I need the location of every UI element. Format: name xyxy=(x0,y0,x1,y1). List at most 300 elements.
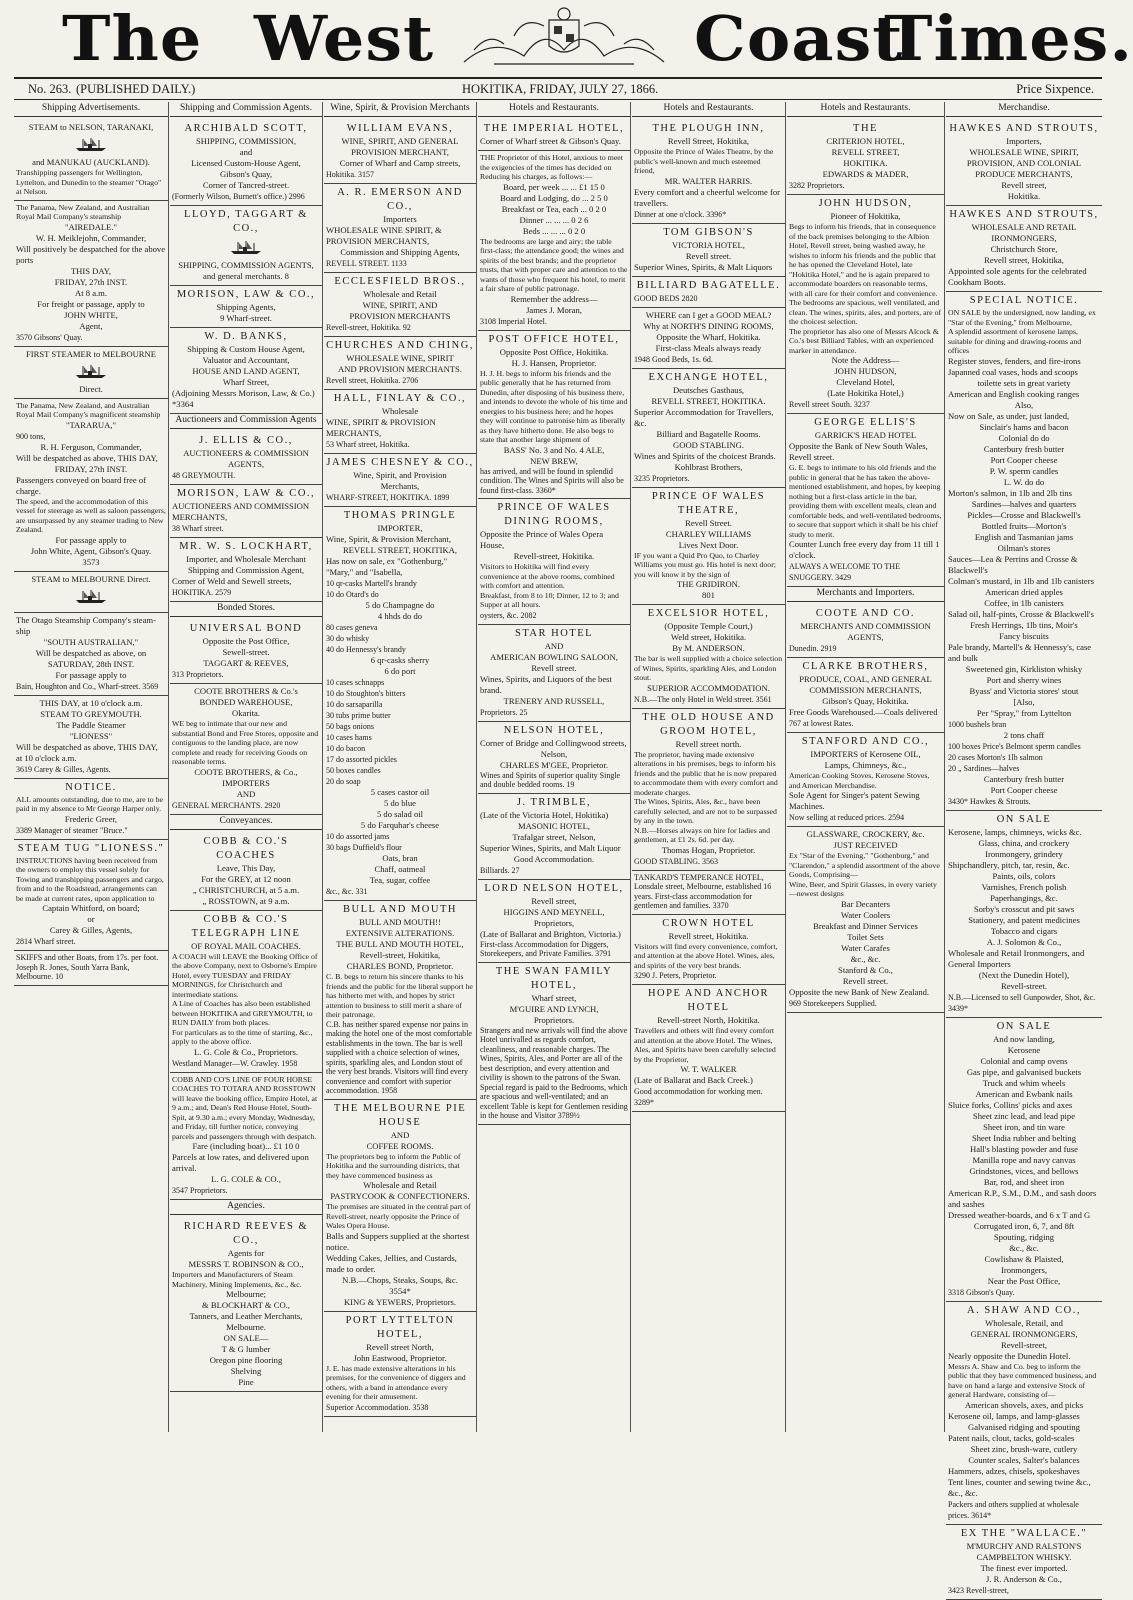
column-5 xyxy=(632,102,785,1432)
ad-line: Strangers and new arrivals will find the above Hotel unrivalled as regards comfort, cleanliness, and reasonable charges. The Wines, Spirits, Ales, and Porter are all of the best description, and every attention and civility is shown to the patrons of the Swan. Special regard is paid to the Bedrooms, which are spacious and well-ventilated; and an excellent Table is kept for Gentlemen residing in the house and Visitor 3789½ xyxy=(480,1025,628,1120)
ad-line: Visitors will find every convenience, comfort, and attention at the above Hotel. Wines, ales, and spirits of the very best brands. xyxy=(634,941,778,970)
ad-title: WILLIAM EVANS, xyxy=(346,123,454,134)
advertisement xyxy=(14,201,168,347)
ad-line: Board, per week ... ... £1 15 0 xyxy=(503,181,605,192)
ad-line: Sheet iron, and tin ware xyxy=(983,1121,1065,1132)
ad-line: Tobacco and cigars xyxy=(990,925,1058,936)
ad-line: TAGGART & REEVES, xyxy=(203,658,289,668)
advertisement xyxy=(632,120,785,224)
column-heading: Hotels and Restaurants. xyxy=(632,102,785,117)
ad-line: Revell street, Hokitika, xyxy=(984,255,1064,265)
advertisement xyxy=(324,337,476,390)
ad-line: &c., &c. xyxy=(1009,1242,1039,1253)
ad-line: Corner of Wharf street & Gibson's Quay. xyxy=(480,136,621,146)
ad-line: 6 do port xyxy=(384,666,416,676)
advertisement xyxy=(170,120,322,206)
ad-title: EXCELSIOR HOTEL, xyxy=(647,608,770,619)
ad-line: Breakfast and Dinner Services xyxy=(813,920,918,931)
ad-line: At 8 a.m. xyxy=(75,287,107,298)
ad-line: WE beg to intimate that our new and substantial Bond and Free Stores, opposite and contiguous to the landing place, are now complete and ready for receiving Goods on reasonable terms. xyxy=(172,719,319,766)
ad-line: Corner of Weld and Sewell streets, xyxy=(172,576,292,586)
ad-line: 900 tons, xyxy=(16,431,46,441)
ad-line: Revell street, Hokitika. xyxy=(668,930,749,941)
ad-title: HAWKES AND STROUTS, xyxy=(949,123,1099,134)
ad-line: Port and sherry wines xyxy=(986,674,1062,685)
ad-line: (Late of Ballarat and Brighton, Victoria.) xyxy=(480,928,621,939)
ad-title: TOM GIBSON'S xyxy=(663,226,754,238)
ad-line: Balls and Suppers supplied at the shortest notice. xyxy=(326,1230,470,1252)
advertisement xyxy=(632,224,785,277)
advertisement xyxy=(946,206,1102,292)
ad-title: THE Proprietor of this Hotel, anxious to meet the exigencies of the times has decided on Reducing his charges, as follows:— xyxy=(480,153,623,181)
ship-icon xyxy=(74,590,108,604)
dateline-rule xyxy=(14,99,1102,100)
ad-line: Revell street. xyxy=(531,662,577,673)
advertisement xyxy=(324,120,476,184)
ad-line: American shovels, axes, and picks xyxy=(964,1399,1084,1410)
ad-line: Wine, Spirit, & Provision Merchant, xyxy=(326,534,451,544)
ad-line: The bar is well supplied with a choice selection of Wines, Spirits, sparkling Ales, and London stout. xyxy=(634,654,783,682)
ad-line: 5 do blue xyxy=(384,798,416,808)
ad-line: Carey & Gilles, Agents, xyxy=(49,925,133,935)
ad-line: Revell Street, Hokitika, xyxy=(667,136,750,146)
ad-line: GOOD STABLING. 3563 xyxy=(634,856,719,866)
ad-line: H. J. Hansen, Proprietor. xyxy=(511,357,597,368)
ad-line: REVELL STREET. 1133 xyxy=(326,259,407,268)
ad-line: Opposite the Post Office, xyxy=(202,636,290,646)
ad-line: 30 tubs prime butter xyxy=(326,711,391,720)
ad-line: Trafalgar street, Nelson, xyxy=(512,831,596,842)
ad-line: Wholesale xyxy=(381,406,419,416)
ad-line: A COACH will LEAVE the Booking Office of the above Company, next to Osborne's Empire Hotel, every TUESDAY and FRIDAY MORNINGS, for Christchurch and intermediate stations. xyxy=(172,951,318,999)
ad-line: BULL AND MOUTH!! xyxy=(359,917,441,927)
ad-line: 9 Wharf-street. xyxy=(220,313,272,323)
ad-line: Hall's blasting powder and fuse xyxy=(970,1143,1078,1154)
ad-line: &c., &c. xyxy=(850,953,881,964)
ad-line: CHARLEY WILLIAMS xyxy=(665,528,752,539)
advertisement xyxy=(478,625,630,722)
ad-line: For passage apply to xyxy=(55,669,127,680)
ad-title: EX THE "WALLACE." xyxy=(960,1527,1088,1539)
ad-line: N.B.—Horses always on hire for ladies and gentlemen, at £1 2s. 6d. per day. xyxy=(634,825,770,844)
ad-line: Wedding Cakes, Jellies, and Custards, made to order. xyxy=(326,1252,457,1274)
ad-line: Colonial do do xyxy=(998,432,1050,443)
ad-line: 38 Wharf street. xyxy=(172,524,224,533)
ad-line: Wines and Spirits of superior quality Single and double bedded rooms. 19 xyxy=(480,770,621,789)
ad-line: Toilet Sets xyxy=(847,931,884,942)
ad-line: Glass, china, and crockery xyxy=(978,837,1070,848)
ad-line: BONDED WAREHOUSE, xyxy=(199,697,293,707)
advertisement xyxy=(324,1100,476,1312)
ad-line: 4 hhds do do xyxy=(377,611,423,621)
ad-line: 40 do Hennessy's brandy xyxy=(326,645,406,654)
advertisement xyxy=(632,488,785,606)
column-rule xyxy=(476,102,477,1432)
ad-line: Corner of Bridge and Collingwood streets, xyxy=(480,737,627,748)
advertisement xyxy=(14,951,168,986)
ad-line: 1948 Good Beds, 1s. 6d. xyxy=(634,354,713,364)
ad-line: The proprietor has also one of Messrs Alcock & Co.'s best Billiard Tables, with an experienced marker in attendance. xyxy=(789,326,939,355)
ad-line: 50 boxes candles xyxy=(326,766,381,775)
ad-line: The Wines, Spirits, Ales, &c., have been carefully selected, and are not to be surpassed by any in the town. xyxy=(634,797,777,825)
ad-line: John White, Agent, Gibson's Quay. xyxy=(30,545,152,556)
ad-line: Tea, sugar, coffee xyxy=(369,875,431,885)
ad-line: Stationery, and patent medicines xyxy=(968,914,1080,925)
ad-line: 50 bags onions xyxy=(326,722,374,731)
ad-line: Dunedin. 2919 xyxy=(789,644,837,653)
ad-title: MORISON, LAW & CO., xyxy=(176,488,316,499)
section-heading: Auctioneers and Commission Agents xyxy=(170,414,322,429)
ad-line: Revell street South. 3237 xyxy=(789,400,870,409)
ad-line: Superior Accommodation for Travellers, &c. xyxy=(634,406,774,428)
ad-line: Kerosene xyxy=(1007,1044,1041,1055)
ad-line: NEW BREW, xyxy=(530,455,578,466)
ad-line: For the GREY, at 12 noon xyxy=(201,873,291,884)
ad-line: Patent nails, clout, tacks, gold-scales xyxy=(948,1432,1075,1443)
advertisement xyxy=(478,963,630,1125)
ad-line: Revell street north. xyxy=(675,738,742,749)
advertisement xyxy=(170,833,322,911)
ad-title: EXCHANGE HOTEL, xyxy=(648,371,769,383)
ad-line: Ironmongery, grindery xyxy=(985,848,1063,859)
ad-line: REVELL STREET, HOKITIKA, xyxy=(342,545,458,555)
ad-line: Melbourne. xyxy=(226,1322,266,1332)
ad-line: L. G. Cole & Co., Proprietors. xyxy=(193,1046,299,1057)
ad-line: 3290 J. Peters, Proprietor. xyxy=(634,971,717,980)
ad-line: (Late of the Victoria Hotel, Hokitika) xyxy=(480,809,609,820)
ad-line: Leave, This Day, xyxy=(216,862,276,873)
ad-line: AND xyxy=(236,788,256,799)
ad-line: PROVISION MERCHANT, xyxy=(351,147,449,157)
ad-line: 20 do soap xyxy=(326,777,361,786)
ad-line: Tanners, and Leather Merchants, xyxy=(189,1311,303,1321)
ad-line: WHOLESALE WINE, SPIRIT, xyxy=(969,147,1079,157)
ad-line: Revell-street, xyxy=(1000,1339,1048,1350)
ad-line: Ironmongers, xyxy=(1000,1264,1048,1275)
ad-line: Captain Whitford, on board; xyxy=(42,903,140,913)
ad-line: GARRICK'S HEAD HOTEL xyxy=(814,430,917,440)
ad-title: MR. W. S. LOCKHART, xyxy=(179,541,313,552)
ad-line: Oats, bran xyxy=(382,853,418,863)
ad-line: Commission and Shipping Agents, xyxy=(340,247,460,257)
ad-line: Revell street. xyxy=(685,250,732,261)
ad-line: Cleveland Hotel, xyxy=(836,377,895,387)
ad-line: Sardines—halves and quarters xyxy=(971,498,1077,509)
ad-line: WHOLESALE AND RETAIL IRONMONGERS, xyxy=(971,222,1077,243)
ad-line: Wines, Spirits, and Liquors of the best brand. xyxy=(480,673,612,695)
ad-title: A. SHAW AND CO., xyxy=(967,1304,1081,1316)
ad-line: Deutsches Gasthaus, xyxy=(672,384,745,395)
ad-line: "LIONESS" xyxy=(69,730,113,741)
ad-line: Proprietors. xyxy=(533,1014,575,1025)
ad-line: T & G lumber xyxy=(221,1344,271,1354)
ad-line: Sweetened gin, Kirkliston whisky xyxy=(965,663,1083,674)
ad-line: REVELL STREET, HOKITIKA. xyxy=(651,395,766,406)
ad-line: has arrived, and will be found in splendid condition. The Wines and Spirits will also be found first-class. 3360* xyxy=(480,466,624,495)
ad-line: Sauces—Lea & Perrins and Crosse & Blackwell's xyxy=(948,553,1078,575)
ad-line: Revell street, xyxy=(531,895,577,906)
ad-line: and general merchants. 8 xyxy=(203,271,289,281)
advertisement xyxy=(170,206,322,286)
ad-line: Every comfort and a cheerful welcome for travellers. xyxy=(634,186,781,208)
ad-line: COFFEE ROOMS. xyxy=(366,1140,434,1151)
ad-line: Corner of Wharf and Camp streets, xyxy=(339,158,461,168)
ad-line: Importers xyxy=(383,214,417,224)
column-1 xyxy=(14,102,168,1432)
ad-line: John Eastwood, Proprietor. xyxy=(353,1352,447,1363)
ad-line: 3108 Imperial Hotel. xyxy=(480,316,547,326)
ad-line: Cowlishaw & Plaisted, xyxy=(984,1253,1064,1264)
advertisement xyxy=(787,658,944,733)
ad-line: 3282 Proprietors. xyxy=(789,181,845,190)
column-heading: Shipping and Commission Agents. xyxy=(170,102,322,117)
ad-line: Fancy biscuits xyxy=(999,630,1049,641)
ad-line: The proprietor, having made extensive alterations in his premises, begs to inform his friends and the public that he is now prepared to accommodate them with every comfort and moderate charges. xyxy=(634,749,778,797)
advertisement xyxy=(324,390,476,454)
ad-line: (Formerly Wilson, Burnett's office.) 2996 xyxy=(172,192,305,201)
ad-title: A. R. EMERSON AND CO., xyxy=(337,187,463,212)
ad-title: FIRST STEAMER to MELBOURNE xyxy=(26,348,156,359)
advertisement xyxy=(632,985,785,1112)
ad-line: Billiards. 27 xyxy=(480,865,520,875)
ad-line: American and English cooking ranges xyxy=(948,388,1080,399)
ad-line: Revell-street, Hokitika, xyxy=(359,950,441,960)
ad-line: ALL amounts outstanding, due to me, are to be paid in my absence to Mr George Harper only. xyxy=(16,794,163,813)
coat-of-arms-icon xyxy=(454,6,674,70)
advertisement xyxy=(632,915,785,986)
ad-line: 3619 Carey & Gilles, Agents. xyxy=(16,764,111,774)
ad-line: C. B. begs to return his sincere thanks to his friends and the public for the liberal support he has hitherto met with, and hopes by strict attention to business to still merit a share of their patronage. xyxy=(326,972,473,1019)
ad-line: JOHN WHITE, xyxy=(64,309,118,320)
ad-title: STAR HOTEL xyxy=(514,627,594,639)
ad-line: Galvanised ridging and spouting xyxy=(968,1421,1080,1432)
ad-line: AUCTIONEERS & COMMISSION AGENTS, xyxy=(183,448,309,469)
ad-line: James J. Moran, xyxy=(526,304,582,315)
ad-line: 10 do Otard's do xyxy=(326,590,379,599)
ad-line: Appointed sole agents for the celebrated Cookham Boots. xyxy=(948,266,1087,287)
ad-line: Opposite the Prince of Wales Theatre, by the public's well-known and much esteemed friend, xyxy=(634,147,774,175)
advertisement xyxy=(632,369,785,488)
ad-line: Parcels at low rates, and delivered upon arrival. xyxy=(172,1152,309,1173)
ad-line: 10 do bacon xyxy=(326,744,366,753)
column-heading: Wine, Spirit, & Provision Merchants xyxy=(324,102,476,117)
column-7 xyxy=(946,102,1102,1595)
advertisement xyxy=(632,605,785,709)
ad-title: GEORGE ELLIS'S xyxy=(814,417,917,428)
ad-line: IMPORTERS of Kerosene OIL, xyxy=(810,749,921,759)
ad-line: Pickles—Crosse and Blackwell's xyxy=(967,509,1081,520)
ad-line: Wines and Spirits of the choicest Brands. xyxy=(634,450,776,461)
ad-line: Dinner at one o'clock. 3396* xyxy=(634,209,727,219)
ad-title: THE MELBOURNE PIE HOUSE xyxy=(333,1102,467,1128)
ad-line: MERCHANTS AND COMMISSION xyxy=(800,621,931,631)
ad-line: (Opposite Temple Court,) xyxy=(664,621,753,631)
ad-line: &c., &c. 331 xyxy=(326,887,368,896)
ad-line: Sorby's crosscut and pit saws xyxy=(973,903,1075,914)
ad-line: Shipchandlery, pitch, tar, resin, &c. xyxy=(948,859,1070,870)
ad-line: The speed, and the accommodation of this vessel for steerage as well as saloon passengers, are unsurpassed by any steamer trading to New Zealand. xyxy=(16,496,166,534)
issue-number: No. 263. xyxy=(28,82,72,96)
ad-line: Wine, Spirit, and Provision xyxy=(353,470,447,480)
ad-line: Transhipping passengers for Wellington, Lyttelton, and Dunedin to the steamer "Otago" at Nelson. xyxy=(16,168,162,196)
ad-line: IMPORTERS xyxy=(222,777,270,788)
ad-line: Bar Decanters xyxy=(841,898,890,909)
advertisement xyxy=(14,399,168,572)
ad-title: RICHARD REEVES & CO., xyxy=(183,1221,309,1246)
ad-line: REVELL STREET, xyxy=(831,147,900,157)
ad-title: STEAM to MELBOURNE Direct. xyxy=(31,573,151,584)
ad-line: H. J. H. begs to inform his friends and the public generally that he has returned from Dunedin, after disposing of his business there, and intends to devote the whole of his time and energies to his business here; and he hopes they will continue to patronise him as liberally as they have hitherto done. He also begs to state that another large shipment of xyxy=(480,368,628,444)
ship-icon xyxy=(74,365,108,379)
ad-line: Breakfast, from 8 to 10; Dinner, 12 to 3; and Supper at all hours. xyxy=(480,590,619,609)
ad-line: Near the Post Office, xyxy=(987,1275,1061,1286)
ad-line: Kohlbrast Brothers, xyxy=(674,461,743,472)
ad-line: Frederic Greer, xyxy=(64,813,118,824)
ad-line: Lamps, Chimneys, &c., xyxy=(824,760,907,770)
advertisement xyxy=(787,733,944,827)
advertisement xyxy=(14,120,168,201)
ad-line: Gibson's Quay, Hokitika. xyxy=(822,696,909,706)
ad-line: 3570 Gibsons' Quay. xyxy=(16,332,83,342)
ad-line: Kerosene oil, lamps, and lamp-glasses xyxy=(948,1410,1080,1421)
ad-line: THE BULL AND MOUTH HOTEL, xyxy=(336,939,464,949)
ad-line: IF you want a Quid Pro Quo, to Charley Williams you must go. His hotel is next door; you will know it by the sign of xyxy=(634,550,776,579)
ad-line: GENERAL IRONMONGERS, xyxy=(970,1328,1078,1339)
ad-line: Kerosene, lamps, chimneys, wicks &c. xyxy=(948,826,1082,837)
ad-line: Okarita. xyxy=(232,708,260,718)
ad-line: Messrs A. Shaw and Co. beg to inform the public that they have commenced business, and have on hand a large and extensive Stock of general Hardware, consisting of— xyxy=(948,1361,1097,1399)
ad-line: 3235 Proprietors. xyxy=(634,473,690,483)
ad-line: Lives Next Door. xyxy=(678,539,739,550)
advertisement xyxy=(170,1218,322,1392)
section-heading: Conveyances. xyxy=(170,815,322,830)
ad-line: Sluice forks, Collins' picks and axes xyxy=(948,1099,1073,1110)
advertisement xyxy=(946,120,1102,206)
ship-icon xyxy=(229,241,263,255)
ad-line: 5 cases castor oil xyxy=(370,787,430,797)
ad-line: Register stoves, fenders, and fire-irons xyxy=(948,355,1081,366)
ad-line: Sole Agent for Singer's patent Sewing Machines. xyxy=(789,790,920,811)
ad-line: Begs to inform his friends, that in consequence of the back premises belonging to the Albion Hotel, Revell street, being washed away, he wishes to inform his friends and the public that he has opened the Cleveland Hotel, late "Hokitika Hotel," and he is again prepared to accommodate boarders on reasonable terms, with all care for their comfort and convenience. The bedrooms are spacious, well ventilated, and clean. The wines, spirits, ales, and porters, are of the choicest selection. xyxy=(789,222,942,326)
ad-line: 2814 Wharf street. xyxy=(16,937,76,946)
ad-line: COMMISSION MERCHANTS, xyxy=(809,685,922,695)
ad-line: WINE, SPIRIT, AND GENERAL xyxy=(341,136,459,146)
ad-line: A splendid assortment of kerosene lamps, suitable for dining and drawing-rooms and offices xyxy=(948,327,1082,355)
ad-line: Revell street, Hokitika. 2706 xyxy=(326,376,419,385)
column-rule xyxy=(785,102,786,1432)
ad-line: M'MURCHY AND RALSTON'S xyxy=(966,1540,1082,1551)
section-heading: Bonded Stores. xyxy=(170,602,322,617)
ad-line: WHOLESALE WINE, SPIRIT xyxy=(346,353,454,363)
ad-title: THE IMPERIAL HOTEL, xyxy=(483,123,625,134)
place-date: HOKITIKA, FRIDAY, JULY 27, 1866. xyxy=(462,82,659,96)
ad-line: HOUSE AND LAND AGENT, xyxy=(192,366,300,376)
ad-line: Thomas Hogan, Proprietor. xyxy=(661,844,756,855)
ad-line: Gibson's Quay, xyxy=(219,169,273,179)
ad-line: Hokitika. xyxy=(1007,191,1041,201)
ad-line: Now on Sale, as under, just landed, xyxy=(948,410,1070,421)
advertisement xyxy=(324,901,476,1100)
advertisement xyxy=(14,779,168,840)
ad-line: Varnishes, French polish xyxy=(981,881,1067,892)
ship-icon xyxy=(74,138,108,152)
ad-line: 969 Storekeepers Supplied. xyxy=(789,998,877,1008)
ad-line: Why at NORTH'S DINING ROOMS, xyxy=(643,320,774,331)
ad-line: SHIPPING, COMMISSION, xyxy=(195,136,297,146)
ad-line: Chaff, oatmeal xyxy=(374,864,426,874)
ad-line: Sheet zinc lead, and lead pipe xyxy=(972,1110,1076,1121)
advertisement xyxy=(478,151,630,331)
ad-title: POST OFFICE HOTEL, xyxy=(488,333,620,345)
ad-line: Licensed Custom-House Agent, xyxy=(191,158,301,168)
ad-line: 10 qr-casks Martell's brandy xyxy=(326,579,417,588)
ad-line: 100 boxes Price's Belmont sperm candles xyxy=(948,741,1081,751)
column-rule xyxy=(944,102,945,1432)
ad-line: Revell-street. xyxy=(1000,980,1048,991)
ad-line: and xyxy=(239,147,253,157)
ad-title: JOHN HUDSON, xyxy=(818,198,913,209)
ad-line: Weld street, Hokitika. xyxy=(670,632,747,642)
advertisement xyxy=(170,286,322,328)
ad-line: COOTE BROTHERS, & Co., xyxy=(194,766,298,777)
ad-line: AND xyxy=(544,640,564,651)
column-2 xyxy=(170,102,322,1432)
ad-line: FRIDAY, 27th INST. xyxy=(54,276,128,287)
ad-line: A Line of Coaches has also been established between HOKITIKA and GREYMOUTH, to RUN DAILY from both places. xyxy=(172,999,313,1027)
ad-line: CHARLES M'GEE, Proprietor. xyxy=(499,759,608,770)
ad-line: 5 do salad oil xyxy=(376,809,424,819)
ad-line: The bedrooms are large and airy; the table first-class; the attendance good; the wines and spirits of the best brands; and the proprietor trusts, that with proper care and attention to the wants of those who frequent his hotel, to merit a fair share of public patronage. xyxy=(480,236,628,293)
ad-line: THE GRIDIRON. xyxy=(676,579,740,589)
ad-line: MESSRS T. ROBINSON & CO., xyxy=(188,1259,304,1269)
ad-title: COBB AND CO'S LINE OF FOUR HORSE COACHES TO TOTARA AND ROSSTOWN will leave the booking office, Empire Hotel, at 9 a.m.; and, Dean's Red House Hotel, South-Spit, at 9.30 a.m.; every Monday, Wednesday, and Friday, till further notice, conveying parcels and passengers through with despatch. xyxy=(172,1074,318,1141)
ad-line: (Next the Dunedin Hotel), xyxy=(978,969,1070,980)
ad-line: 767 at lowest Rates. xyxy=(789,719,854,728)
ad-line: 3318 Gibson's Quay. xyxy=(948,1287,1015,1297)
ad-line: N.B.—Licensed to sell Gunpowder, Shot, &c. 3439* xyxy=(948,992,1096,1013)
ad-line: Will be despatched as above, THIS DAY, at 10 o'clock a.m. xyxy=(16,741,158,763)
ad-line: Corner of Tancred-street. xyxy=(202,180,290,190)
ad-line: 3389 Manager of steamer "Bruce." xyxy=(16,825,128,835)
ad-line: Shelving xyxy=(230,1366,262,1376)
ad-title: THIS DAY, at 10 o'clock a.m. xyxy=(39,697,143,708)
ad-line: Revell-street, Hokitika. 92 xyxy=(326,323,411,332)
advertisement xyxy=(478,331,630,500)
ad-line: ON SALE— xyxy=(223,1333,269,1343)
ad-line: or xyxy=(87,914,95,924)
ad-line: PROVISION, AND COLONIAL xyxy=(966,158,1082,168)
ad-line: Port Cooper cheese xyxy=(990,454,1058,465)
ad-title: THE PLOUGH INN, xyxy=(652,123,765,134)
column-heading: Hotels and Restaurants. xyxy=(478,102,630,117)
ad-line: Melbourne; xyxy=(225,1289,267,1299)
ad-line: Morton's salmon, in 1lb and 2lb tins xyxy=(948,487,1073,498)
advertisement xyxy=(787,195,944,414)
ad-line: Nelson, xyxy=(540,748,568,759)
ad-title: PRINCE OF WALES THEATRE, xyxy=(651,490,766,516)
ad-line: Counter Lunch free every day from 11 till 1 o'clock. xyxy=(789,539,940,560)
ad-line: 6 qr-casks sherry xyxy=(370,655,430,665)
ad-title: LORD NELSON HOTEL, xyxy=(484,882,624,894)
advertisement xyxy=(787,605,944,658)
advertisement xyxy=(478,499,630,625)
ad-title: WHERE can I get a GOOD MEAL? xyxy=(645,309,772,320)
advertisement xyxy=(478,880,630,963)
ad-line: Coffee, in 1lb canisters xyxy=(984,597,1064,608)
ad-line: Japanned coal vases, hods and scoops xyxy=(948,366,1078,377)
ad-title: LLOYD, TAGGART & CO., xyxy=(184,209,308,234)
ad-line: Free Goods Warehoused.—Coals delivered xyxy=(789,707,938,717)
